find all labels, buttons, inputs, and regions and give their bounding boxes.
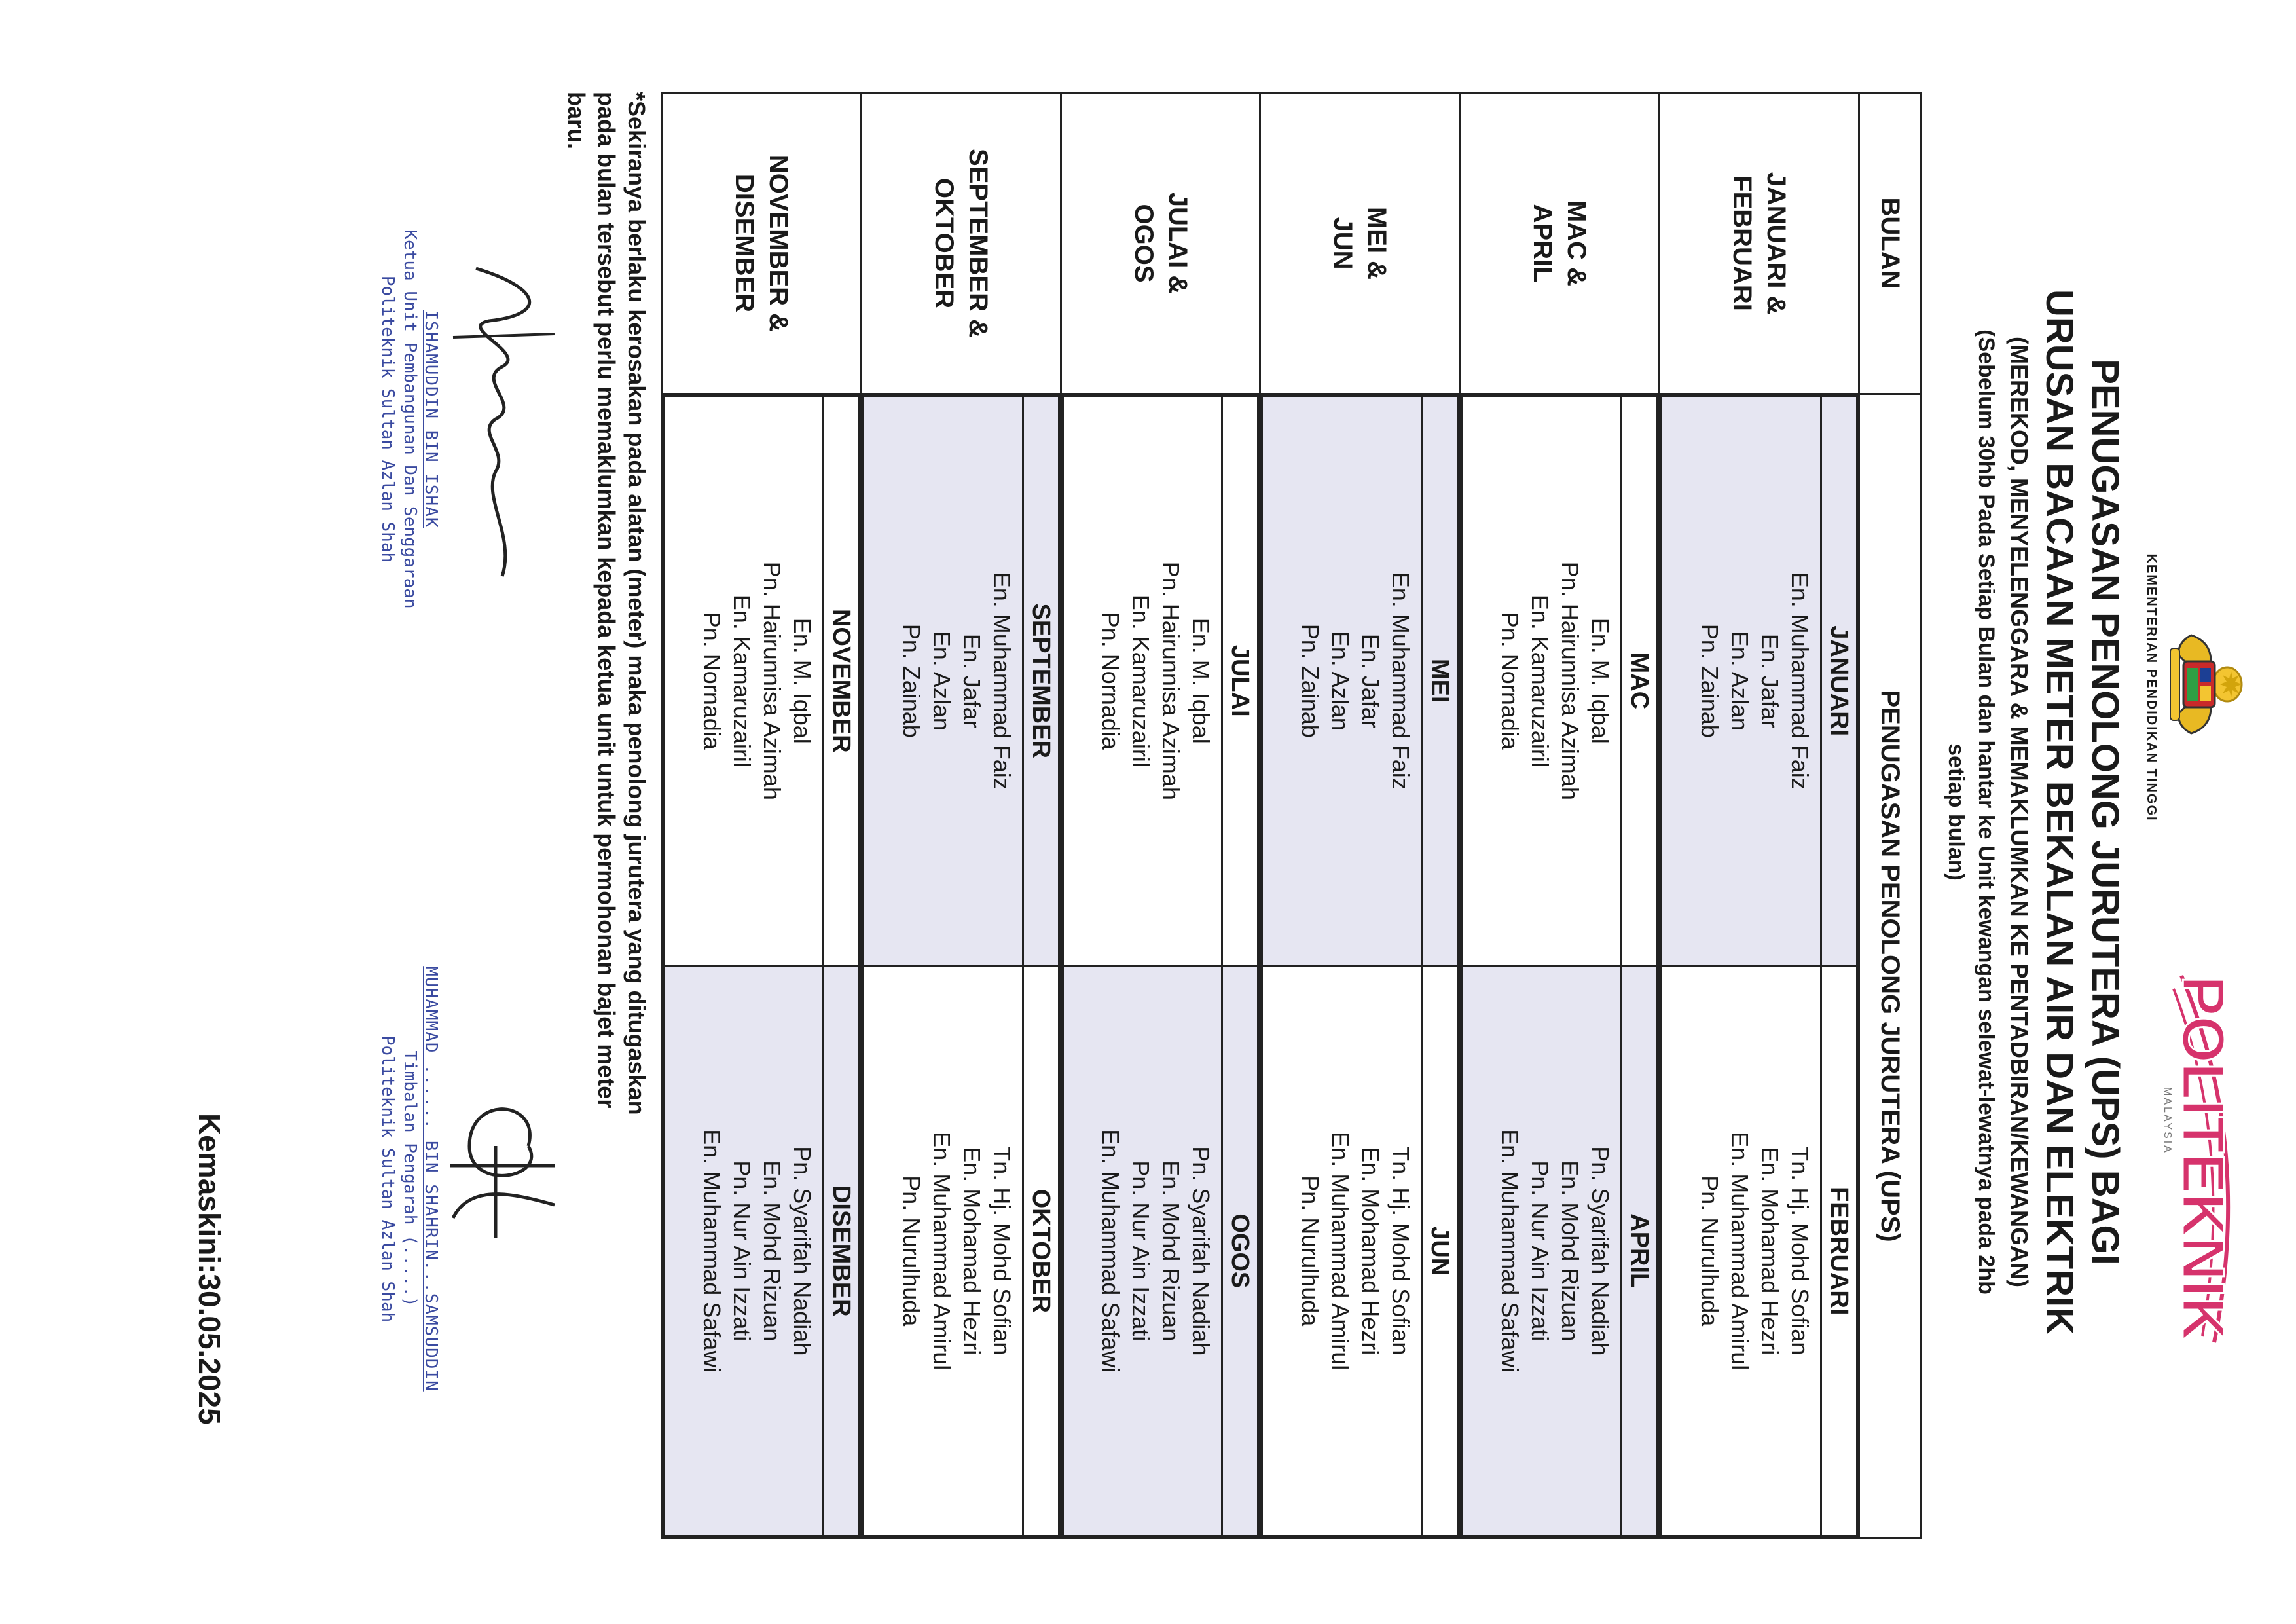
assignee-list (1694, 397, 1820, 965)
assignee-name: Pn. Zainab (1297, 623, 1324, 738)
bulan-label: OGOS (1129, 204, 1158, 283)
handwritten-signature-left-icon (443, 170, 568, 668)
bulan-label: JUN (1328, 217, 1358, 270)
assignee-name: Pn. Nur Ain Izzati (1527, 1160, 1554, 1342)
month-column-left (1662, 396, 1857, 967)
instruction-line-2: setiap bulan) (1944, 743, 1969, 881)
malaysia-crest-icon (2165, 622, 2263, 747)
assignee-name: En. Jafar (1756, 633, 1783, 728)
signatory-right-name: MUHAMMAD ...... BIN SHAHRIN...SAMSUDDIN (421, 966, 441, 1392)
header-penugasan: PENUGASAN PENOLONG JURUTERA (UPS) (1859, 394, 1920, 1538)
assignee-list (1295, 967, 1421, 1536)
assignee-name: En. Azlan (1327, 631, 1355, 731)
logo-row (2145, 406, 2270, 1388)
instruction-line-1: (Sebelum 30hb Pada Setiap Bulan dan hantar ke Unit kewangan selewat-lewatnya pada 2hb (1974, 329, 1999, 1295)
month-heading: FEBRUARI (1820, 967, 1856, 1536)
poli-logo-sub: MALAYSIA (2162, 1087, 2173, 1154)
subtitle: (MEREKOD, MENYELENGGARA & MEMAKLUMKAN KE PENTADBIRAN/KEWANGAN) (2006, 337, 2033, 1287)
assignee-list (896, 967, 1022, 1536)
month-heading: NOVEMBER (822, 397, 858, 965)
assignee-name: Pn. Syarifah Nadiah (788, 1146, 816, 1356)
bulan-cell (1061, 93, 1260, 394)
bulan-label: JANUARI & (1762, 172, 1791, 315)
month-column-right (1262, 966, 1458, 1536)
assignee-name: Tn. Hj. Mohd Sofian (988, 1147, 1015, 1356)
assignee-name: En. Jafar (1357, 633, 1385, 728)
assignee-name: Pn. Hairunnisa Azimah (1557, 561, 1584, 800)
assignee-list (1096, 397, 1222, 965)
assignee-list (1495, 397, 1620, 965)
assignment-cell (1660, 394, 1859, 1538)
month-column-right (1063, 966, 1258, 1536)
assignee-name: En. Kamaruzairil (1127, 594, 1155, 767)
title-line-1: PENUGASAN PENOLONG JURUTERA (UPS) BAGI (2084, 359, 2126, 1265)
schedule-table (661, 92, 1922, 1539)
month-column-right (863, 966, 1059, 1536)
bulan-label: APRIL (1528, 204, 1558, 283)
footnote-line-2: pada bulan tersebut perlu memaklumkan kepada ketua unit untuk permohonan bajet meter (593, 92, 620, 1109)
assignee-name: En. Mohamad Hezri (958, 1147, 985, 1356)
bulan-label: DISEMBER (729, 174, 759, 313)
footnote-line-1: *Sekiranya berlaku kerosakan pada alatan (meter) maka penolong jurutera yang ditugaskan (623, 92, 650, 1115)
assignment-cell (1460, 394, 1660, 1538)
assignee-list (697, 397, 822, 965)
bulan-label: FEBRUARI (1728, 175, 1757, 311)
assignee-name: En. Muhammad Amirul (1327, 1132, 1355, 1371)
assignee-name: En. Mohd Rizuan (1557, 1160, 1584, 1342)
assignee-name: En. Mohd Rizuan (758, 1160, 786, 1342)
assignee-name: En. Muhammad Faiz (1786, 572, 1813, 790)
assignee-name: Tn. Hj. Mohd Sofian (1387, 1147, 1415, 1356)
assignee-name: En. Muhammad Amirul (928, 1132, 955, 1371)
bulan-label: OKTOBER (929, 177, 958, 309)
assignee-name: Pn. Nornadia (1497, 612, 1524, 750)
signature-block-right (376, 930, 568, 1428)
handwritten-signature-right-icon (443, 930, 568, 1428)
month-heading: OGOS (1222, 967, 1258, 1536)
bulan-label: MEI & (1362, 206, 1392, 280)
assignee-name: Pn. Nornadia (1097, 612, 1125, 750)
assignee-name: En. Mohamad Hezri (1357, 1147, 1385, 1356)
assignee-name: Pn. Nur Ain Izzati (1127, 1160, 1155, 1342)
month-column-left (1262, 396, 1458, 967)
assignee-name: En. Kamaruzairil (1527, 594, 1554, 767)
bulan-cell (861, 93, 1061, 394)
assignee-list (896, 397, 1022, 965)
assignee-name: Tn. Hj. Mohd Sofian (1786, 1147, 1813, 1356)
month-heading: OKTOBER (1022, 967, 1058, 1536)
assignee-name: Pn. Nurulhuda (1696, 1175, 1723, 1327)
assignee-name: En. Mohd Rizuan (1157, 1160, 1185, 1342)
assignee-name: En. Muhammad Faiz (988, 572, 1015, 790)
assignee-name: En. Muhammad Safawi (698, 1129, 725, 1373)
bulan-cell (662, 93, 862, 394)
month-column-right (1462, 966, 1658, 1536)
assignee-name: Pn. Hairunnisa Azimah (758, 561, 786, 800)
assignee-name: Pn. Nurulhuda (898, 1175, 925, 1327)
table-row (1061, 93, 1260, 1538)
assignee-name: En. Mohamad Hezri (1756, 1147, 1783, 1356)
assignee-name: En. Muhammad Amirul (1726, 1132, 1753, 1371)
assignee-list (1096, 967, 1222, 1536)
month-heading: APRIL (1620, 967, 1656, 1536)
assignee-name: En. M. Iqbal (1188, 618, 1215, 744)
table-row (662, 93, 862, 1538)
month-column-right (1662, 966, 1857, 1536)
assignee-name: Pn. Nur Ain Izzati (728, 1160, 756, 1342)
assignee-name: En. Azlan (1726, 631, 1753, 731)
month-column-right (664, 966, 860, 1536)
month-heading: JANUARI (1820, 397, 1856, 965)
assignee-list (1495, 967, 1620, 1536)
bulan-label: JULAI & (1163, 192, 1192, 295)
month-heading: MAC (1620, 397, 1656, 965)
assignee-name: En. M. Iqbal (1587, 618, 1614, 744)
month-heading: MEI (1421, 397, 1457, 965)
title-line-2: URUSAN BACAAN METER BEKALAN AIR DAN ELEKTRIK (2038, 289, 2081, 1335)
month-heading: DISEMBER (822, 967, 858, 1536)
assignee-name: Pn. Nurulhuda (1297, 1175, 1324, 1327)
table-row (1460, 93, 1660, 1538)
signatory-right-org: Politeknik Sultan Azlan Shah (378, 1035, 397, 1323)
bulan-label: SEPTEMBER & (963, 149, 993, 338)
assignee-name: En. Kamaruzairil (728, 594, 756, 767)
bulan-cell (1260, 93, 1460, 394)
month-column-left (863, 396, 1059, 967)
signatory-right-title: Timbalan Pengarah (.....) (400, 1050, 420, 1307)
month-heading: JULAI (1222, 397, 1258, 965)
table-row (1660, 93, 1859, 1538)
footnote-line-3: baru. (563, 92, 590, 150)
assignee-name: En. Muhammad Safawi (1497, 1129, 1524, 1373)
bulan-label: NOVEMBER & (763, 154, 793, 333)
assignee-name: Pn. Nornadia (698, 612, 725, 750)
table-header-row (1859, 93, 1920, 1538)
assignee-name: Pn. Syarifah Nadiah (1188, 1146, 1215, 1356)
assignee-list (1694, 967, 1820, 1536)
month-heading: JUN (1421, 967, 1457, 1536)
assignee-list (697, 967, 822, 1536)
header-bulan: BULAN (1859, 93, 1920, 394)
assignment-cell (1260, 394, 1460, 1538)
bulan-label: MAC & (1562, 200, 1592, 287)
assignee-name: En. Jafar (958, 633, 985, 728)
signatory-left-title: Ketua Unit Pembangunan Dan Senggaraan (400, 229, 420, 609)
assignee-name: En. Muhammad Faiz (1387, 572, 1415, 790)
assignee-name: Pn. Zainab (898, 623, 925, 738)
signature-block-left (376, 170, 568, 668)
month-column-left (1063, 396, 1258, 967)
table-row (861, 93, 1061, 1538)
instruction (1941, 0, 2001, 1624)
bulan-cell (1660, 93, 1859, 394)
assignment-cell (1061, 394, 1260, 1538)
assignee-name: En. M. Iqbal (788, 618, 816, 744)
assignment-cell (662, 394, 862, 1538)
assignment-cell (861, 394, 1061, 1538)
table-row (1260, 93, 1460, 1538)
signatory-left-name: ISHAMUDDIN BIN ISHAK (421, 310, 441, 528)
assignee-name: Pn. Zainab (1696, 623, 1723, 738)
month-heading: SEPTEMBER (1022, 397, 1058, 965)
month-column-left (664, 396, 860, 967)
assignee-name: Pn. Syarifah Nadiah (1587, 1146, 1614, 1356)
poli-logo-text: POLITEKNIK (2170, 976, 2236, 1341)
ministry-name: KEMENTERIAN PENDIDIKAN TINGGI (2144, 553, 2159, 822)
last-updated: Kemaskini:30.05.2025 (192, 1113, 227, 1425)
footnote (561, 92, 651, 1545)
bulan-cell (1460, 93, 1660, 394)
month-column-left (1462, 396, 1658, 967)
assignee-name: En. Azlan (928, 631, 955, 731)
assignee-list (1295, 397, 1421, 965)
signatory-left-org: Politeknik Sultan Azlan Shah (378, 275, 397, 563)
assignee-name: En. Muhammad Safawi (1097, 1129, 1125, 1373)
assignee-name: Pn. Hairunnisa Azimah (1157, 561, 1185, 800)
